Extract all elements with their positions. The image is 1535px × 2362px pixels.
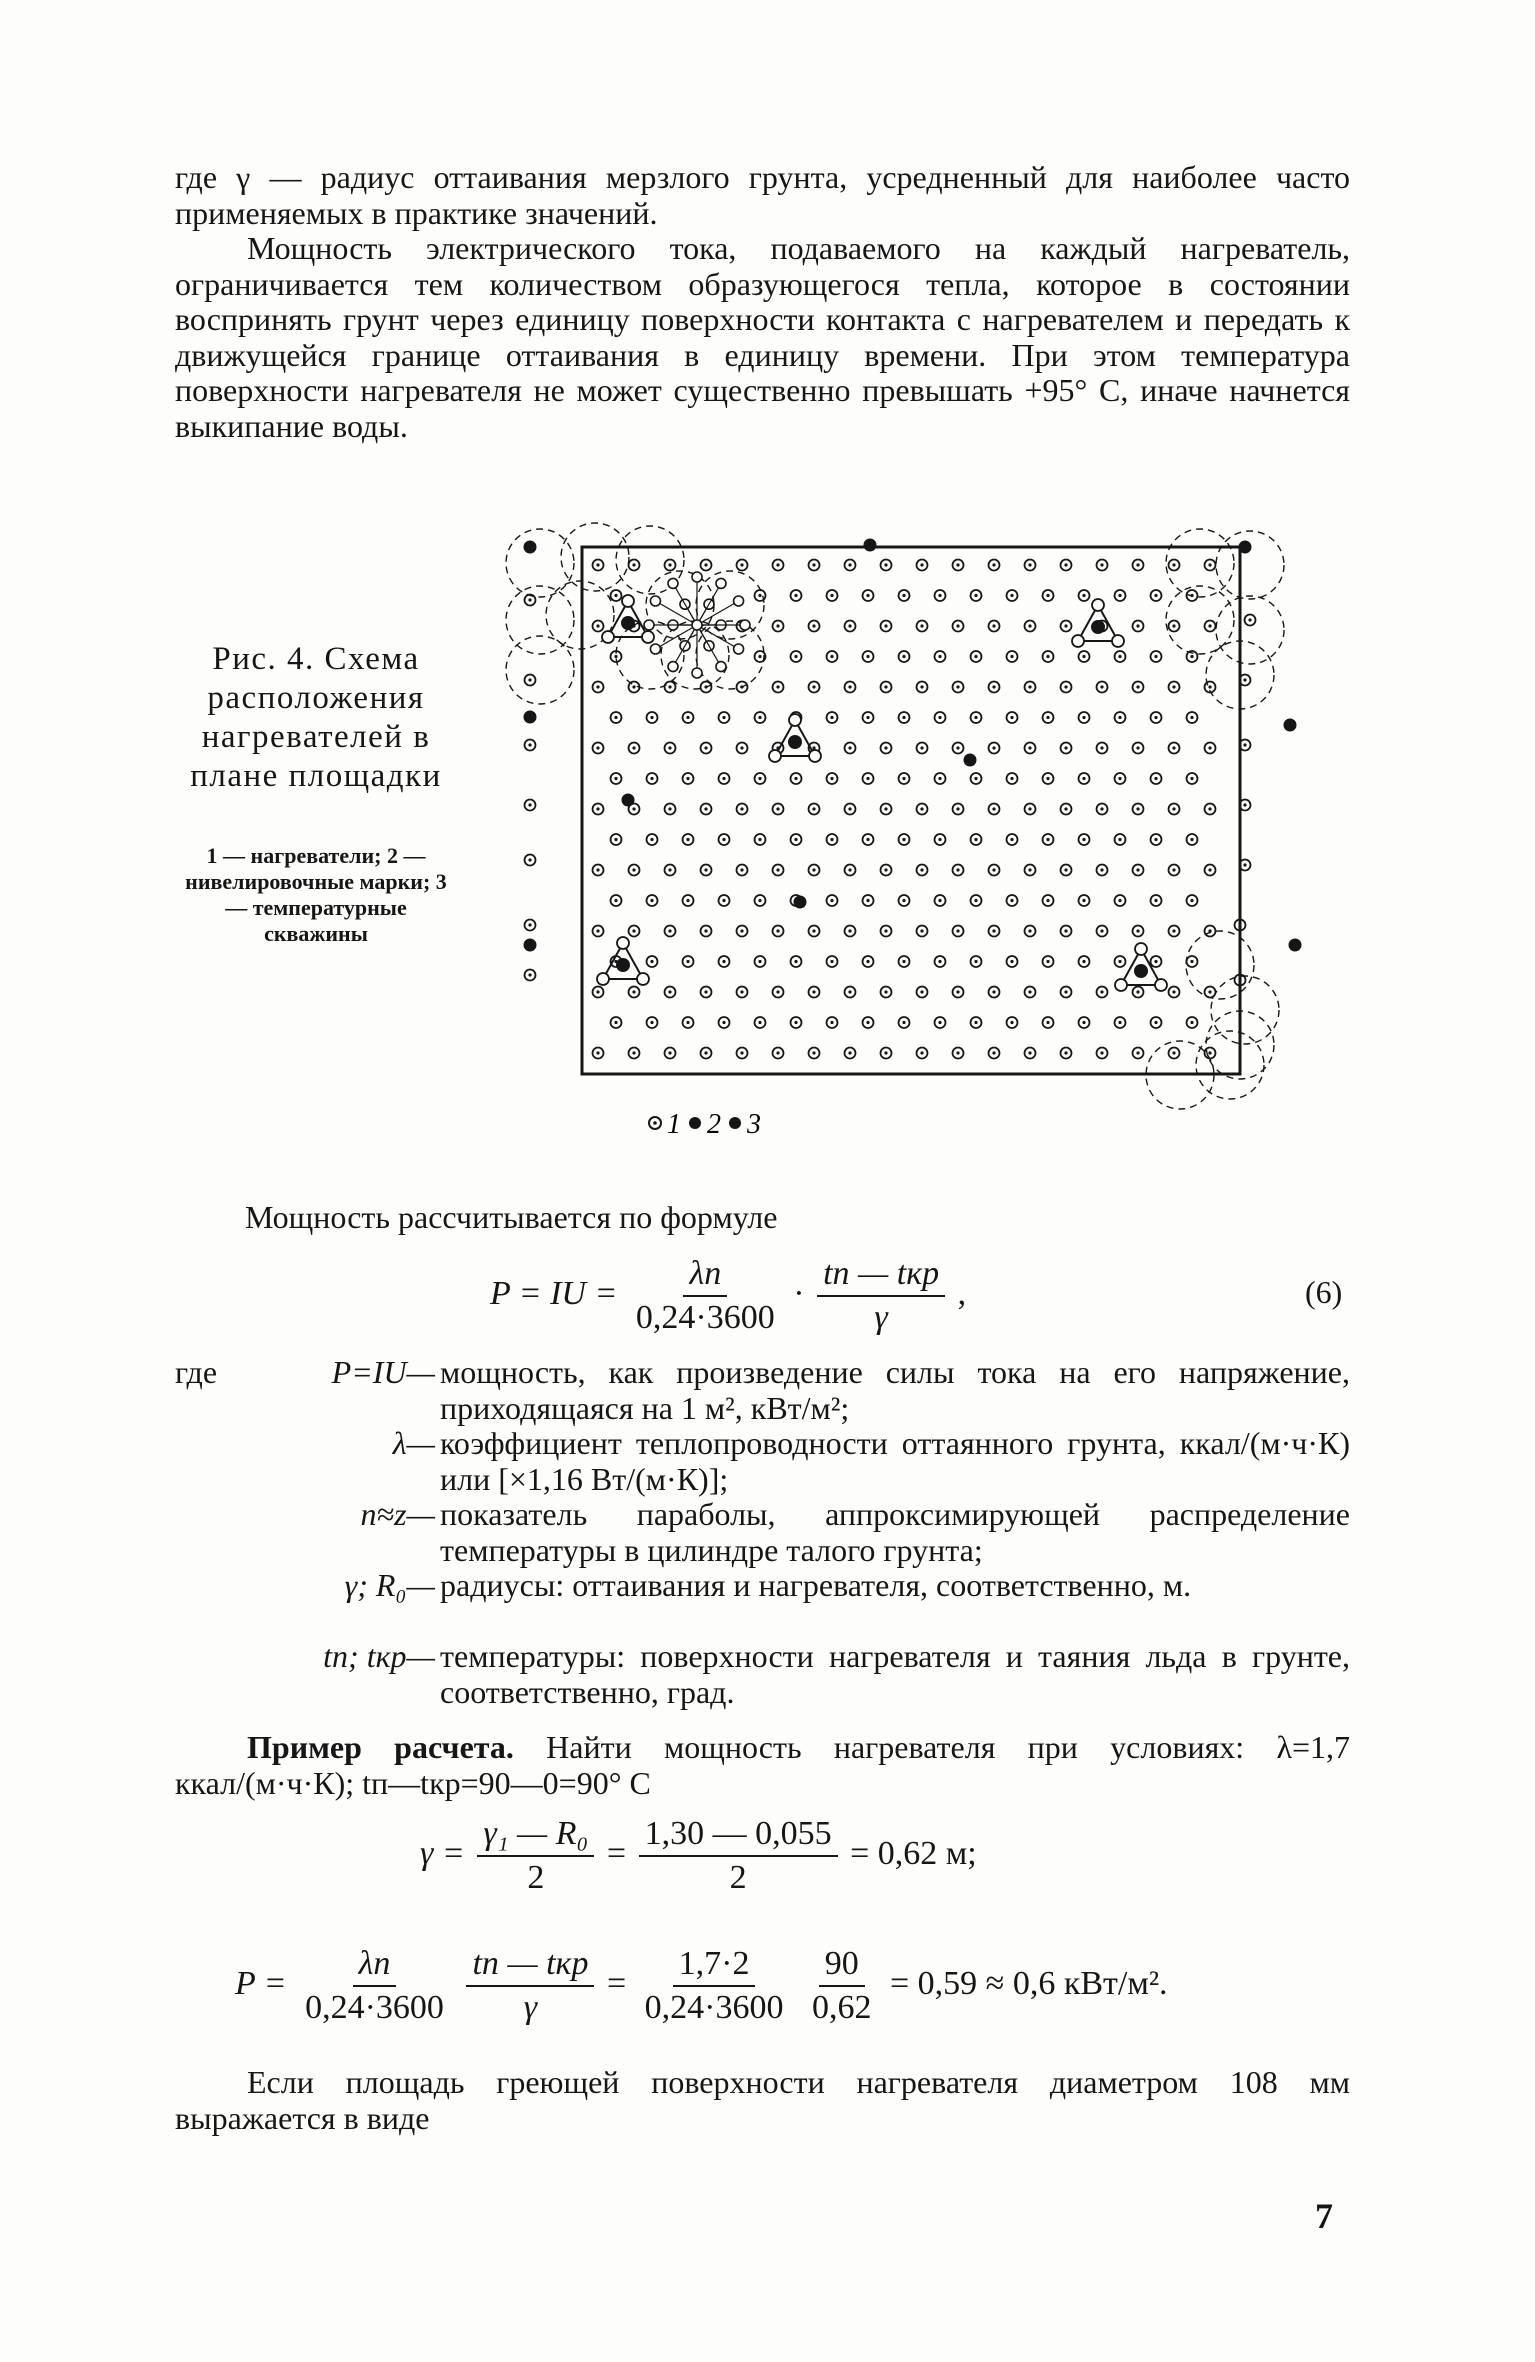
formula6-fraction-2: $\frac{\text{tп — tкр}}{\gamma}$ [817, 1255, 945, 1337]
p-fraction-2: $\frac{\text{tп — tкр}}{\gamma}$ [466, 1945, 594, 2027]
leveling-mark [1239, 541, 1252, 554]
leveling-marks [524, 539, 1302, 952]
def-text-radius: радиусы: оттаивания и нагревателя, соответственно, м. [440, 1567, 1192, 1603]
formula6-lhs: P = IU = [490, 1274, 618, 1312]
thaw-radius-circle [661, 621, 729, 689]
def-text-lambda: коэффициент теплопроводности оттаянного грунта, ккал/(м·ч·К) или [×1,16 Вт/(м·К)]; [440, 1425, 1350, 1497]
gamma-fraction-1: $\frac{\text{γ₁ — R₀}}{2}$ [477, 1815, 594, 1897]
formula6-fraction-1: $\frac{\lambda n}{0,24\cdot 3600}$ [635, 1255, 775, 1336]
cluster-link [673, 583, 697, 625]
well-node [769, 750, 781, 762]
legend-well-symbol [729, 1117, 741, 1129]
thaw-radius-circle [561, 523, 629, 591]
well-node [642, 631, 654, 643]
p-fraction-1: $\frac{\lambda n}{0,24\cdot 3600}$ [305, 1945, 444, 2026]
thaw-radius-circle [506, 586, 574, 654]
cluster-node [716, 662, 726, 672]
cluster-node [650, 644, 660, 654]
temperature-well [1091, 620, 1105, 634]
p-fraction-4: $\frac{90}{0,62}$ [811, 1945, 872, 2026]
figure-caption: Рис. 4. Схема расположения нагревателей в плане площадки [190, 641, 442, 794]
example-text: Найти мощность нагревателя при условиях: λ=1,7 ккал/(м·ч·К); tп—tкр=90—0=90° С [175, 1729, 1351, 1801]
def-sym-radius: γ; R₀— [344, 1567, 435, 1603]
temperature-well-triangles [597, 595, 1167, 991]
legend-label-2: 2 [707, 1109, 721, 1140]
legend-mark-symbol [689, 1117, 701, 1129]
closing-paragraph [175, 2065, 1350, 2136]
thaw-radius-circle [506, 529, 574, 597]
leveling-mark [964, 754, 977, 767]
well-node [789, 714, 801, 726]
formula-number: (6) [1305, 1274, 1343, 1310]
intro-paragraph [175, 160, 1350, 231]
leveling-mark [1289, 939, 1302, 952]
power-limit-text: Мощность электрического тока, подаваемого на каждый нагреватель, ограничивается тем количеством образующегося тепла, которое в состоянии воспринять грунт через единицу поверхности контакта с нагревателем и передать к движущейся границе оттаивания в единицу времени. При этом температура поверхности нагревателя не может существенно превышать +95° С, иначе начнется выкипание воды. [175, 230, 1350, 444]
cluster-node [650, 596, 660, 606]
well-node [622, 595, 634, 607]
def-text-temp: температуры: поверхности нагревателя и таяния льда в грунте, соответственно, град. [440, 1638, 1350, 1710]
temperature-well [621, 616, 635, 630]
heater-layout-diagram [500, 505, 1330, 1170]
temperature-well [1134, 964, 1148, 978]
well-node [617, 937, 629, 949]
thaw-radius-circle [1166, 529, 1234, 597]
thaw-radius-circle [1211, 976, 1279, 1044]
leveling-mark [524, 541, 537, 554]
leveling-mark [622, 794, 635, 807]
def-sym-temp: tп; tкр— [323, 1638, 435, 1674]
temperature-well [616, 958, 630, 972]
thaw-radius-circle [506, 636, 574, 704]
well-node [602, 631, 614, 643]
legend-label-3: 3 [747, 1109, 761, 1140]
well-node [1115, 979, 1127, 991]
where-label: где [175, 1354, 218, 1390]
heater-cluster [644, 572, 750, 678]
page-number: 7 [1315, 2196, 1333, 2236]
def-text-power: мощность, как произведение силы тока на его напряжение, приходящаяся на 1 м², кВт/м²; [440, 1354, 1350, 1426]
cluster-node [668, 662, 678, 672]
power-equation: P = $\frac{\lambda n}{0,24\cdot 3600}$ $\frac{\text{tп — tкр}}{\gamma}$ = $\frac{1,7\cdot 2}{0,24\cdot 3600}$ $\frac{90}{0,62}$ = 0,59 ≈ 0,6 кВт/м². [235, 1945, 1168, 2026]
gamma-fraction-2: $\frac{1,30 — 0,055}{2}$ [639, 1815, 838, 1897]
figure-legend-description: 1 — нагреватели; 2 — нивелировочные марки; 3 — температурные скважины [185, 843, 447, 946]
site-boundary [582, 547, 1240, 1074]
well-node [1112, 635, 1124, 647]
well-node [809, 750, 821, 762]
intro-text: где γ — радиус оттаивания мерзлого грунта, усредненный для наиболее часто применяемых в практике значений. [175, 159, 1350, 231]
cluster-node [644, 620, 654, 630]
cluster-node [692, 620, 702, 630]
well-node [1072, 635, 1084, 647]
closing-text: Если площадь греющей поверхности нагревателя диаметром 108 мм выражается в виде [175, 2064, 1350, 2136]
example-heading: Пример расчета. [247, 1729, 514, 1765]
def-sym-lambda: λ— [392, 1425, 435, 1461]
def-sym-power: P=IU— [331, 1354, 435, 1390]
well-node [597, 973, 609, 985]
cluster-node [740, 620, 750, 630]
leveling-mark [524, 711, 537, 724]
thaw-radius-circle [1216, 531, 1284, 599]
temperature-well [788, 735, 802, 749]
cluster-node [734, 644, 744, 654]
def-text-n: показатель параболы, аппроксимирующей распределение температуры в цилиндре талого грунта; [440, 1496, 1350, 1568]
formula-intro: Мощность рассчитывается по формуле [245, 1199, 778, 1235]
well-node [1135, 943, 1147, 955]
leveling-mark [524, 939, 537, 952]
legend-label-1: 1 [667, 1109, 681, 1140]
example-paragraph [175, 1730, 1350, 1801]
cluster-node [692, 668, 702, 678]
cluster-link [673, 625, 697, 667]
figure-legend [649, 1109, 761, 1140]
gamma-equation: γ = $\frac{\text{γ₁ — R₀}}{2}$ = $\frac{1,30 — 0,055}{2}$ = 0,62 м; [420, 1815, 977, 1896]
formula-6: P = IU = $\frac{\lambda n}{0,24\cdot 3600}$ · $\frac{\text{tп — tкр}}{\gamma}$ , [490, 1255, 967, 1336]
heater-grid [525, 560, 1256, 1059]
power-limit-paragraph [175, 231, 1350, 444]
well-node [637, 973, 649, 985]
leveling-mark [864, 539, 877, 552]
well-node [1092, 599, 1104, 611]
cluster-node [668, 578, 678, 588]
leveling-mark [1284, 719, 1297, 732]
cluster-node [734, 596, 744, 606]
leveling-mark [794, 896, 807, 909]
cluster-node [716, 578, 726, 588]
well-node [1155, 979, 1167, 991]
cluster-link [697, 583, 721, 625]
cluster-node [692, 572, 702, 582]
def-sym-n: n≈z— [360, 1496, 435, 1532]
p-fraction-3: $\frac{1,7\cdot 2}{0,24\cdot 3600}$ [644, 1945, 784, 2026]
thaw-radius-circle [1216, 596, 1284, 664]
